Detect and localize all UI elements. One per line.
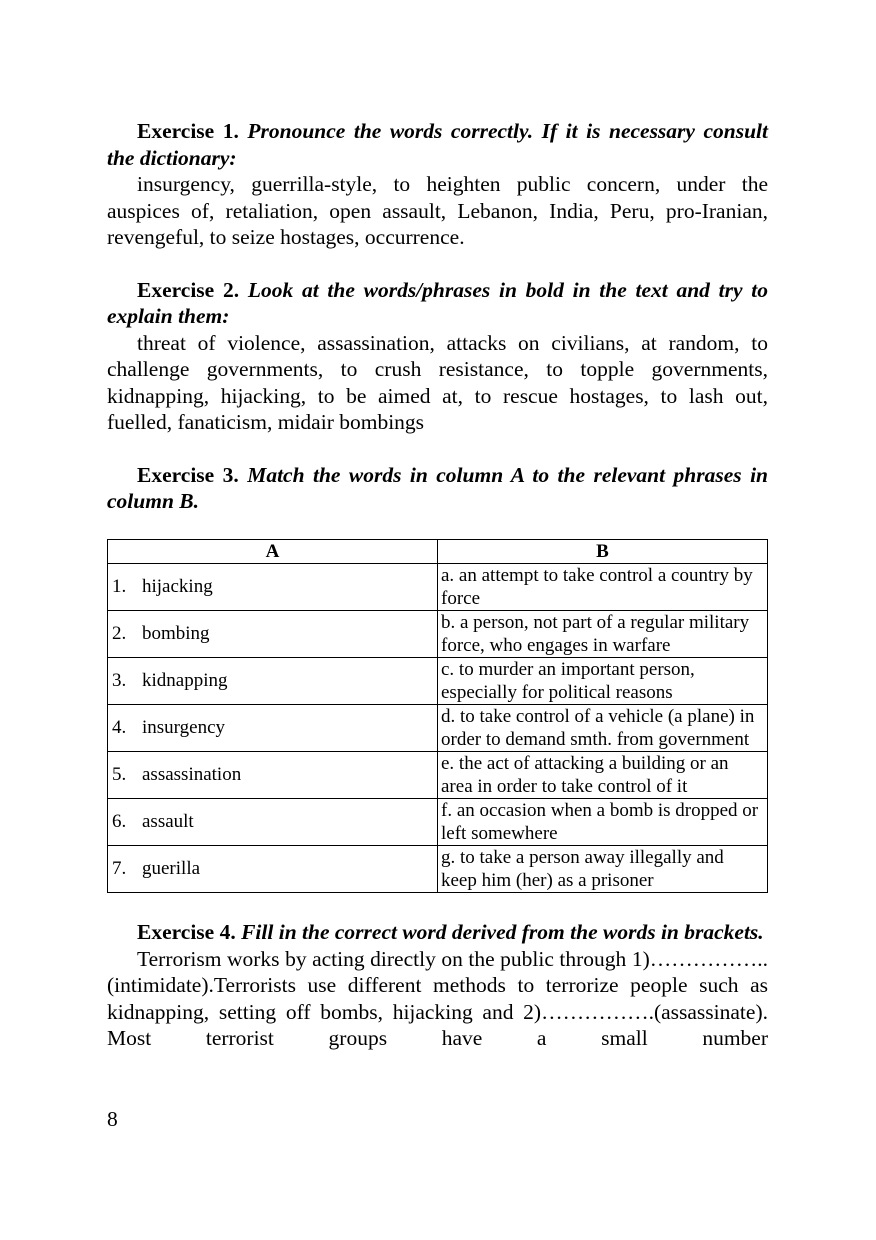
item-number: 5. — [112, 764, 127, 786]
table-row — [108, 705, 768, 752]
exercise-1-heading — [107, 118, 768, 171]
item-word: insurgency — [142, 717, 226, 739]
exercise-4-heading — [107, 919, 768, 946]
item-number: 4. — [112, 717, 127, 739]
exercise-4-body: Terrorism works by acting directly on the public through 1)……………..(intimidate).Terrorists use different methods to terrorize people such as kidnapping, setting off bombs, hijacking and 2)…………….(assassinate). Most terrorist groups have a small number — [107, 946, 768, 1050]
column-b-definition: g. to take a person away illegally and keep him (her) as a prisoner — [438, 846, 768, 893]
item-number: 1. — [112, 576, 127, 598]
exercise-2 — [107, 277, 768, 436]
page-number: 8 — [107, 1107, 118, 1131]
table-row — [108, 611, 768, 658]
column-a-cell — [108, 658, 438, 705]
exercise-2-body: threat of violence, assassination, attacks on civilians, at random, to challenge governments, to crush resistance, to topple governments, kidnapping, hijacking, to be aimed at, to rescue hostages, to lash out, fuelled, fanaticism, midair bombings — [107, 330, 768, 434]
item-number: 3. — [112, 670, 127, 692]
table-row — [108, 846, 768, 893]
column-a-header: A — [108, 539, 438, 564]
matching-table — [107, 539, 768, 894]
item-number: 6. — [112, 811, 127, 833]
item-word: assault — [142, 811, 194, 833]
table-header-row — [108, 539, 768, 564]
page-content — [107, 118, 768, 1052]
item-word: bombing — [142, 623, 210, 645]
table-row — [108, 564, 768, 611]
exercise-1-label: Exercise 1. — [137, 119, 239, 143]
exercise-3 — [107, 462, 768, 894]
exercise-1-body: insurgency, guerrilla-style, to heighten public concern, under the auspices of, retaliation, open assault, Lebanon, India, Peru, pro-Iranian, revengeful, to seize hostages, occurrence. — [107, 172, 768, 249]
column-a-cell — [108, 752, 438, 799]
exercise-3-instruction: Match the words in column A to the relevant phrases in column B. — [107, 462, 768, 513]
column-b-definition: d. to take control of a vehicle (a plane) in order to demand smth. from government — [438, 705, 768, 752]
column-b-definition: e. the act of attacking a building or an area in order to take control of it — [438, 752, 768, 799]
item-word: assassination — [142, 764, 242, 786]
exercise-4 — [107, 919, 768, 1052]
exercise-2-label: Exercise 2. — [137, 277, 240, 302]
column-b-header: B — [438, 539, 768, 564]
item-word: kidnapping — [142, 670, 228, 692]
item-number: 2. — [112, 623, 127, 645]
column-a-cell — [108, 846, 438, 893]
exercise-2-heading — [107, 277, 768, 330]
exercise-2-instruction: Look at the words/phrases in bold in the text and try to explain them: — [107, 277, 769, 328]
column-b-definition: f. an occasion when a bomb is dropped or left somewhere — [438, 799, 768, 846]
column-a-cell — [108, 705, 438, 752]
column-a-cell — [108, 611, 438, 658]
table-row — [108, 658, 768, 705]
item-word: guerilla — [142, 858, 201, 880]
column-b-definition: a. an attempt to take control a country by force — [438, 564, 768, 611]
exercise-3-label: Exercise 3. — [137, 462, 239, 487]
exercise-1-instruction: Pronounce the words correctly. If it is necessary consult the dictionary: — [107, 119, 768, 170]
item-word: hijacking — [142, 576, 213, 598]
column-b-definition: c. to murder an important person, especially for political reasons — [438, 658, 768, 705]
item-number: 7. — [112, 858, 127, 880]
column-a-cell — [108, 564, 438, 611]
exercise-1 — [107, 118, 768, 251]
exercise-4-label: Exercise 4. — [137, 920, 236, 944]
table-row — [108, 799, 768, 846]
table-row — [108, 752, 768, 799]
column-a-cell — [108, 799, 438, 846]
column-b-definition: b. a person, not part of a regular military force, who engages in warfare — [438, 611, 768, 658]
exercise-3-heading — [107, 462, 768, 515]
exercise-4-instruction: Fill in the correct word derived from the words in brackets. — [241, 920, 764, 944]
